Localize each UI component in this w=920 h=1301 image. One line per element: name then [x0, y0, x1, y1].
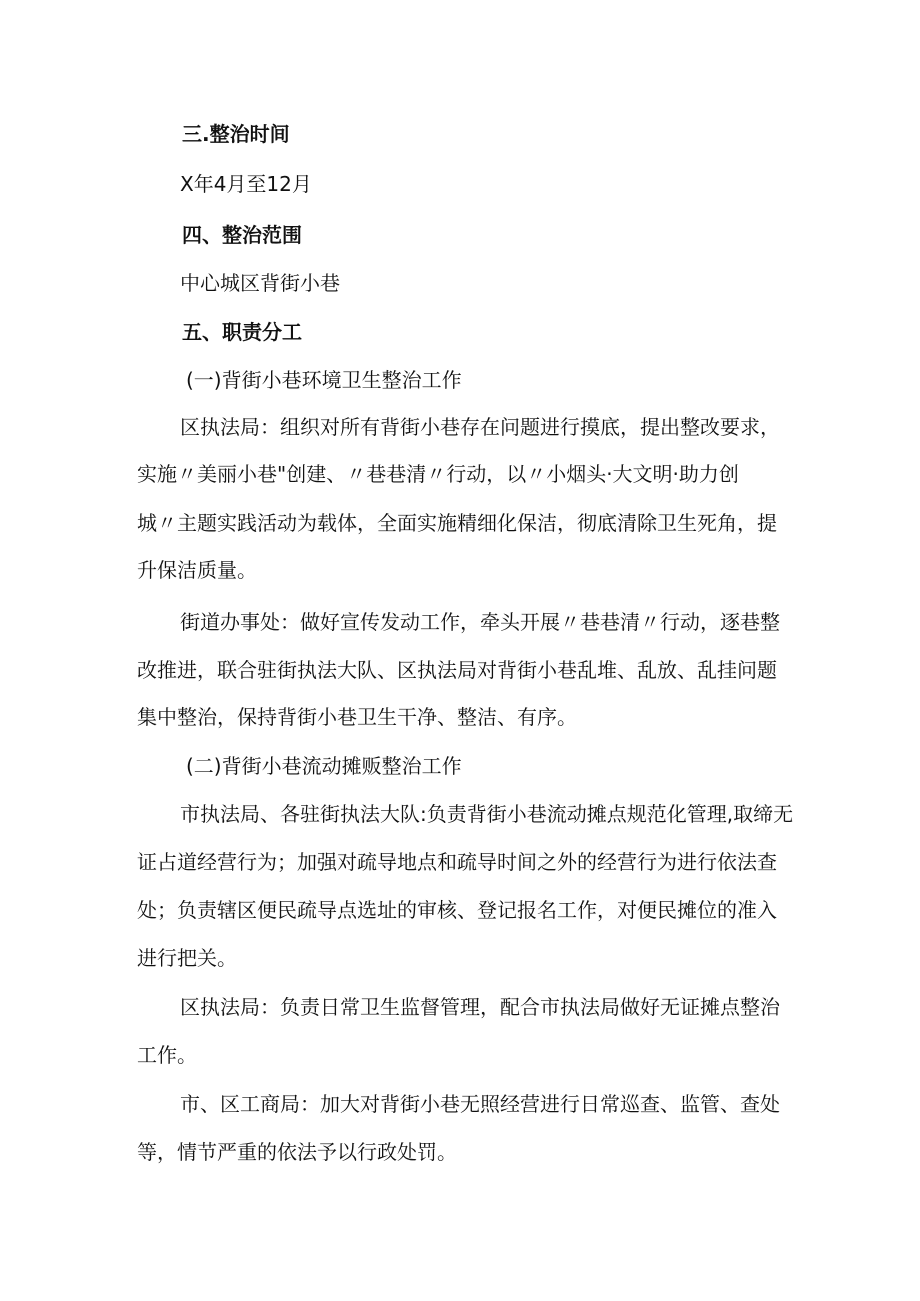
heading-schedule: 三.整治时间 [182, 122, 290, 146]
paragraph-line: 等，情节严重的依法予以行政处罚。 [137, 1140, 457, 1164]
paragraph-line: 工作。 [137, 1043, 197, 1067]
heading-scope: 四、整治范围 [182, 223, 302, 247]
subheading-sanitation: (一)背街小巷环境卫生整治工作 [186, 368, 462, 392]
subheading-vendors: (二)背街小巷流动摊贩整治工作 [186, 754, 462, 778]
paragraph-line: 处；负责辖区便民疏导点选址的审核、登记报名工作，对便民摊位的准入 [137, 898, 777, 922]
scope-text: 中心城区背街小巷 [180, 271, 340, 295]
paragraph-line: 集中整治，保持背街小巷卫生干净、整洁、有序。 [137, 705, 577, 729]
paragraph-line: 区执法局：组织对所有背街小巷存在问题进行摸底，提出整改要求， [180, 415, 780, 439]
paragraph-line: 区执法局：负责日常卫生监督管理，配合市执法局做好无证摊点整治 [180, 995, 780, 1019]
paragraph-line: 升保洁质量。 [137, 558, 257, 582]
heading-responsibilities: 五、职责分工 [182, 320, 302, 344]
paragraph-line: 证占道经营行为；加强对疏导地点和疏导时间之外的经营行为进行依法查 [137, 850, 777, 874]
paragraph-line: 改推进，联合驻街执法大队、区执法局对背街小巷乱堆、乱放、乱挂问题 [137, 658, 777, 682]
paragraph-line: 实施〃美丽小巷"创建、〃巷巷清〃行动，以〃小烟头·大文明·助力创 [137, 462, 739, 486]
paragraph-line: 城〃主题实践活动为载体，全面实施精细化保洁，彻底清除卫生死角，提 [137, 511, 777, 535]
paragraph-line: 市、区工商局：加大对背街小巷无照经营进行日常巡查、监管、查处 [180, 1092, 780, 1116]
paragraph-line: 街道办事处：做好宣传发动工作，牵头开展〃巷巷清〃行动，逐巷整 [180, 610, 780, 634]
paragraph-line: 进行把关。 [137, 946, 237, 970]
paragraph-line: 市执法局、各驻街执法大队:负责背街小巷流动摊点规范化管理,取缔无 [180, 802, 794, 826]
schedule-text: X年4月至12月 [180, 172, 312, 196]
